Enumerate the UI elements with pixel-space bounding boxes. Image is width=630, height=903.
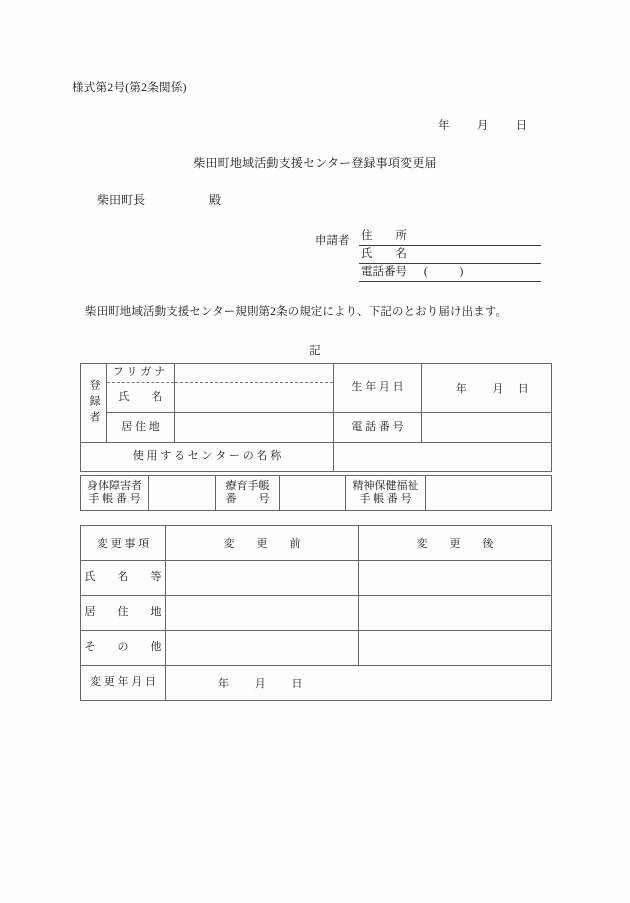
rehab-handbook-value-cell[interactable] [280,476,346,511]
table-row-center-name [81,443,552,472]
applicant-address-row[interactable] [359,228,541,246]
phone-paren-open: ( [423,266,428,278]
table-row [81,561,552,596]
residence-value-cell[interactable] [175,413,334,443]
applicant-phone-label: 電話番号 [361,266,407,278]
mental-handbook-value-cell[interactable] [426,476,552,511]
mental-handbook-label-cell [346,476,426,511]
registrant-phone-label: 電 話 番 号 [351,420,404,433]
changes-header-item [81,526,166,561]
registrant-side-label-cell [81,364,107,443]
phone-label-cell [334,413,422,443]
changes-table [80,525,552,701]
changes-header-item-text: 変 更 事 項 [96,538,150,550]
change-after-value-1[interactable] [359,596,552,631]
change-before-value-0[interactable] [166,561,359,596]
physical-handbook-label-line2: 手 帳 番 号 [88,493,141,505]
name-label: 氏 名 [118,390,163,403]
rehab-handbook-label-line2: 番 号 [225,493,270,505]
physical-handbook-label-line1: 身体障害者 [87,480,142,493]
applicant-name-label: 氏 名 [361,248,407,260]
rehab-handbook-label-cell [216,476,280,511]
furigana-label-cell [107,364,175,383]
change-date-year: 年 [218,678,229,690]
center-name-label: 使 用 す る セ ン タ ー の 名 称 [132,450,282,463]
table-row [81,631,552,666]
mental-handbook-label-line2: 手 帳 番 号 [359,493,412,505]
header-date-day: 日 [515,120,528,132]
physical-handbook-value-cell[interactable] [149,476,216,511]
change-date-month: 月 [254,678,266,690]
mental-handbook-label-line1: 精神保健福祉 [352,480,419,493]
changes-header-row [81,526,552,561]
applicant-fields [359,228,541,282]
change-before-value-1[interactable] [166,596,359,631]
rehab-handbook-label-line1: 療育手帳 [225,480,270,493]
changes-header-before [166,526,359,561]
statement-text: 柴田町地域活動支援センター規則第2条の規定により、下記のとおり届け出ます。 [85,306,508,318]
applicant-phone-row[interactable] [359,264,541,282]
birthdate-year: 年 [455,383,467,396]
addressee-line [97,191,221,208]
ki-mark: 記 [309,345,321,357]
addressee-honorific: 殿 [209,193,222,207]
center-name-label-cell [81,443,334,472]
birthdate-label: 生 年 月 日 [351,381,404,394]
table-row [81,596,552,631]
header-date-year: 年 [438,120,450,132]
furigana-value-cell[interactable] [175,364,334,383]
birthdate-value-cell[interactable] [422,364,552,413]
change-date-value-cell[interactable] [166,666,552,701]
furigana-label: フリガナ [112,366,169,379]
change-item-label-2: そ の 他 [81,631,166,666]
applicant-label: 申請者 [315,235,350,247]
change-date-row [81,666,552,701]
change-after-value-2[interactable] [359,631,552,666]
addressee-name: 柴田町長 [97,193,146,207]
table-row-handbooks [81,476,552,511]
change-date-day: 日 [291,678,303,690]
applicant-address-label: 住 所 [361,230,407,242]
document-title: 柴田町地域活動支援センター登録事項変更届 [193,156,437,170]
birthdate-day: 日 [517,383,529,396]
change-date-label-cell: 変 更 年 月 日 [81,666,166,701]
residence-label-cell [107,413,175,443]
form-code-label: 様式第2号(第2条関係) [72,82,187,94]
changes-header-before-text: 変 更 前 [223,538,301,550]
residence-label: 居 住 地 [121,420,160,433]
change-after-value-0[interactable] [359,561,552,596]
birthdate-month: 月 [492,383,504,396]
change-item-label-0: 氏 名 等 [81,561,166,596]
applicant-phone-parens [424,264,463,281]
change-item-label-1: 居 住 地 [81,596,166,631]
handbook-number-table [80,475,552,511]
phone-paren-close: ) [459,266,464,278]
table-row-residence [81,413,552,443]
registrant-table [80,363,552,472]
applicant-name-row[interactable] [359,246,541,264]
table-row-furigana [81,364,552,383]
center-name-value-cell[interactable] [334,443,552,472]
registrant-side-label: 登録者 [88,379,100,427]
header-date-line [438,117,527,133]
phone-value-cell[interactable] [422,413,552,443]
changes-header-after-text: 変 更 後 [416,538,494,550]
physical-handbook-label-cell [81,476,149,511]
header-date-month: 月 [476,120,489,132]
applicant-block [315,228,541,282]
name-value-cell[interactable] [175,383,334,413]
birthdate-label-cell [334,364,422,413]
change-before-value-2[interactable] [166,631,359,666]
name-label-cell [107,383,175,413]
changes-header-after [359,526,552,561]
